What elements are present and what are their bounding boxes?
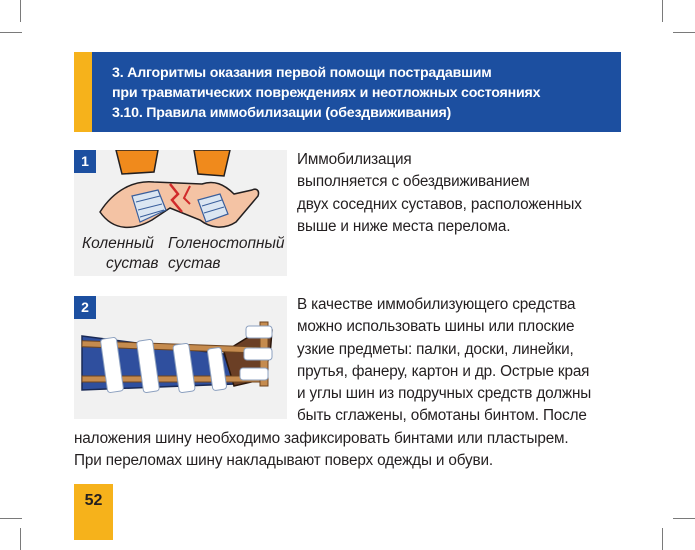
text-line: можно использовать шины или плоские — [297, 318, 575, 336]
text-line: выполняется с обездвиживанием — [297, 173, 530, 191]
text-line: быть сглажены, обмотаны бинтом. После — [297, 407, 587, 425]
text-line: прутья, фанеру, картон и др. Острые края — [297, 362, 590, 380]
caption-ankle-line-2: сустав — [168, 255, 221, 272]
header-title — [112, 63, 540, 123]
header-line-1: 3. Алгоритмы оказания первой помощи пострадавшим — [112, 65, 492, 81]
header-line-2: при травматических повреждениях и неотложных состояниях — [112, 85, 541, 101]
section-header — [74, 52, 621, 132]
figure-number-badge: 1 — [74, 150, 96, 173]
header-accent-bar — [74, 52, 92, 132]
caption-ankle-line-1: Голеностопный — [168, 235, 285, 252]
crop-mark — [0, 32, 22, 33]
crop-mark — [0, 518, 22, 519]
caption-knee-line-2: сустав — [106, 255, 159, 272]
text-line: При переломах шину накладывают поверх одежды и обуви. — [74, 452, 493, 470]
paragraph-immobilization-rule — [297, 149, 582, 238]
text-line: наложения шину необходимо зафиксировать бинтами или пластырем. — [74, 430, 569, 447]
caption-knee-joint — [82, 234, 159, 274]
paragraph-splint-fixing — [74, 428, 569, 473]
header-line-3: 3.10. Правила иммобилизации (обездвиживания) — [112, 105, 452, 121]
caption-ankle-joint — [168, 234, 285, 274]
crop-mark — [662, 0, 663, 22]
text-line: двух соседних суставов, расположенных — [297, 195, 582, 213]
paragraph-splint-materials — [297, 294, 591, 428]
figure-number-badge: 2 — [74, 296, 96, 319]
figure-splint — [74, 296, 287, 419]
crop-mark — [673, 32, 695, 33]
text-line: В качестве иммобилизующего средства — [297, 296, 576, 313]
caption-knee-line-1: Коленный — [82, 235, 154, 252]
text-line: узкие предметы: палки, доски, линейки, — [297, 340, 574, 358]
splinted-leg-illustration — [74, 296, 287, 419]
crop-mark — [20, 528, 21, 550]
text-line: выше и ниже места перелома. — [297, 217, 511, 235]
page-number: 52 — [74, 484, 113, 540]
figure-joints — [74, 150, 287, 276]
crop-mark — [673, 518, 695, 519]
text-line: Иммобилизация — [297, 151, 412, 168]
crop-mark — [20, 0, 21, 22]
text-line: и углы шин из подручных средств должны — [297, 385, 592, 403]
crop-mark — [662, 528, 663, 550]
